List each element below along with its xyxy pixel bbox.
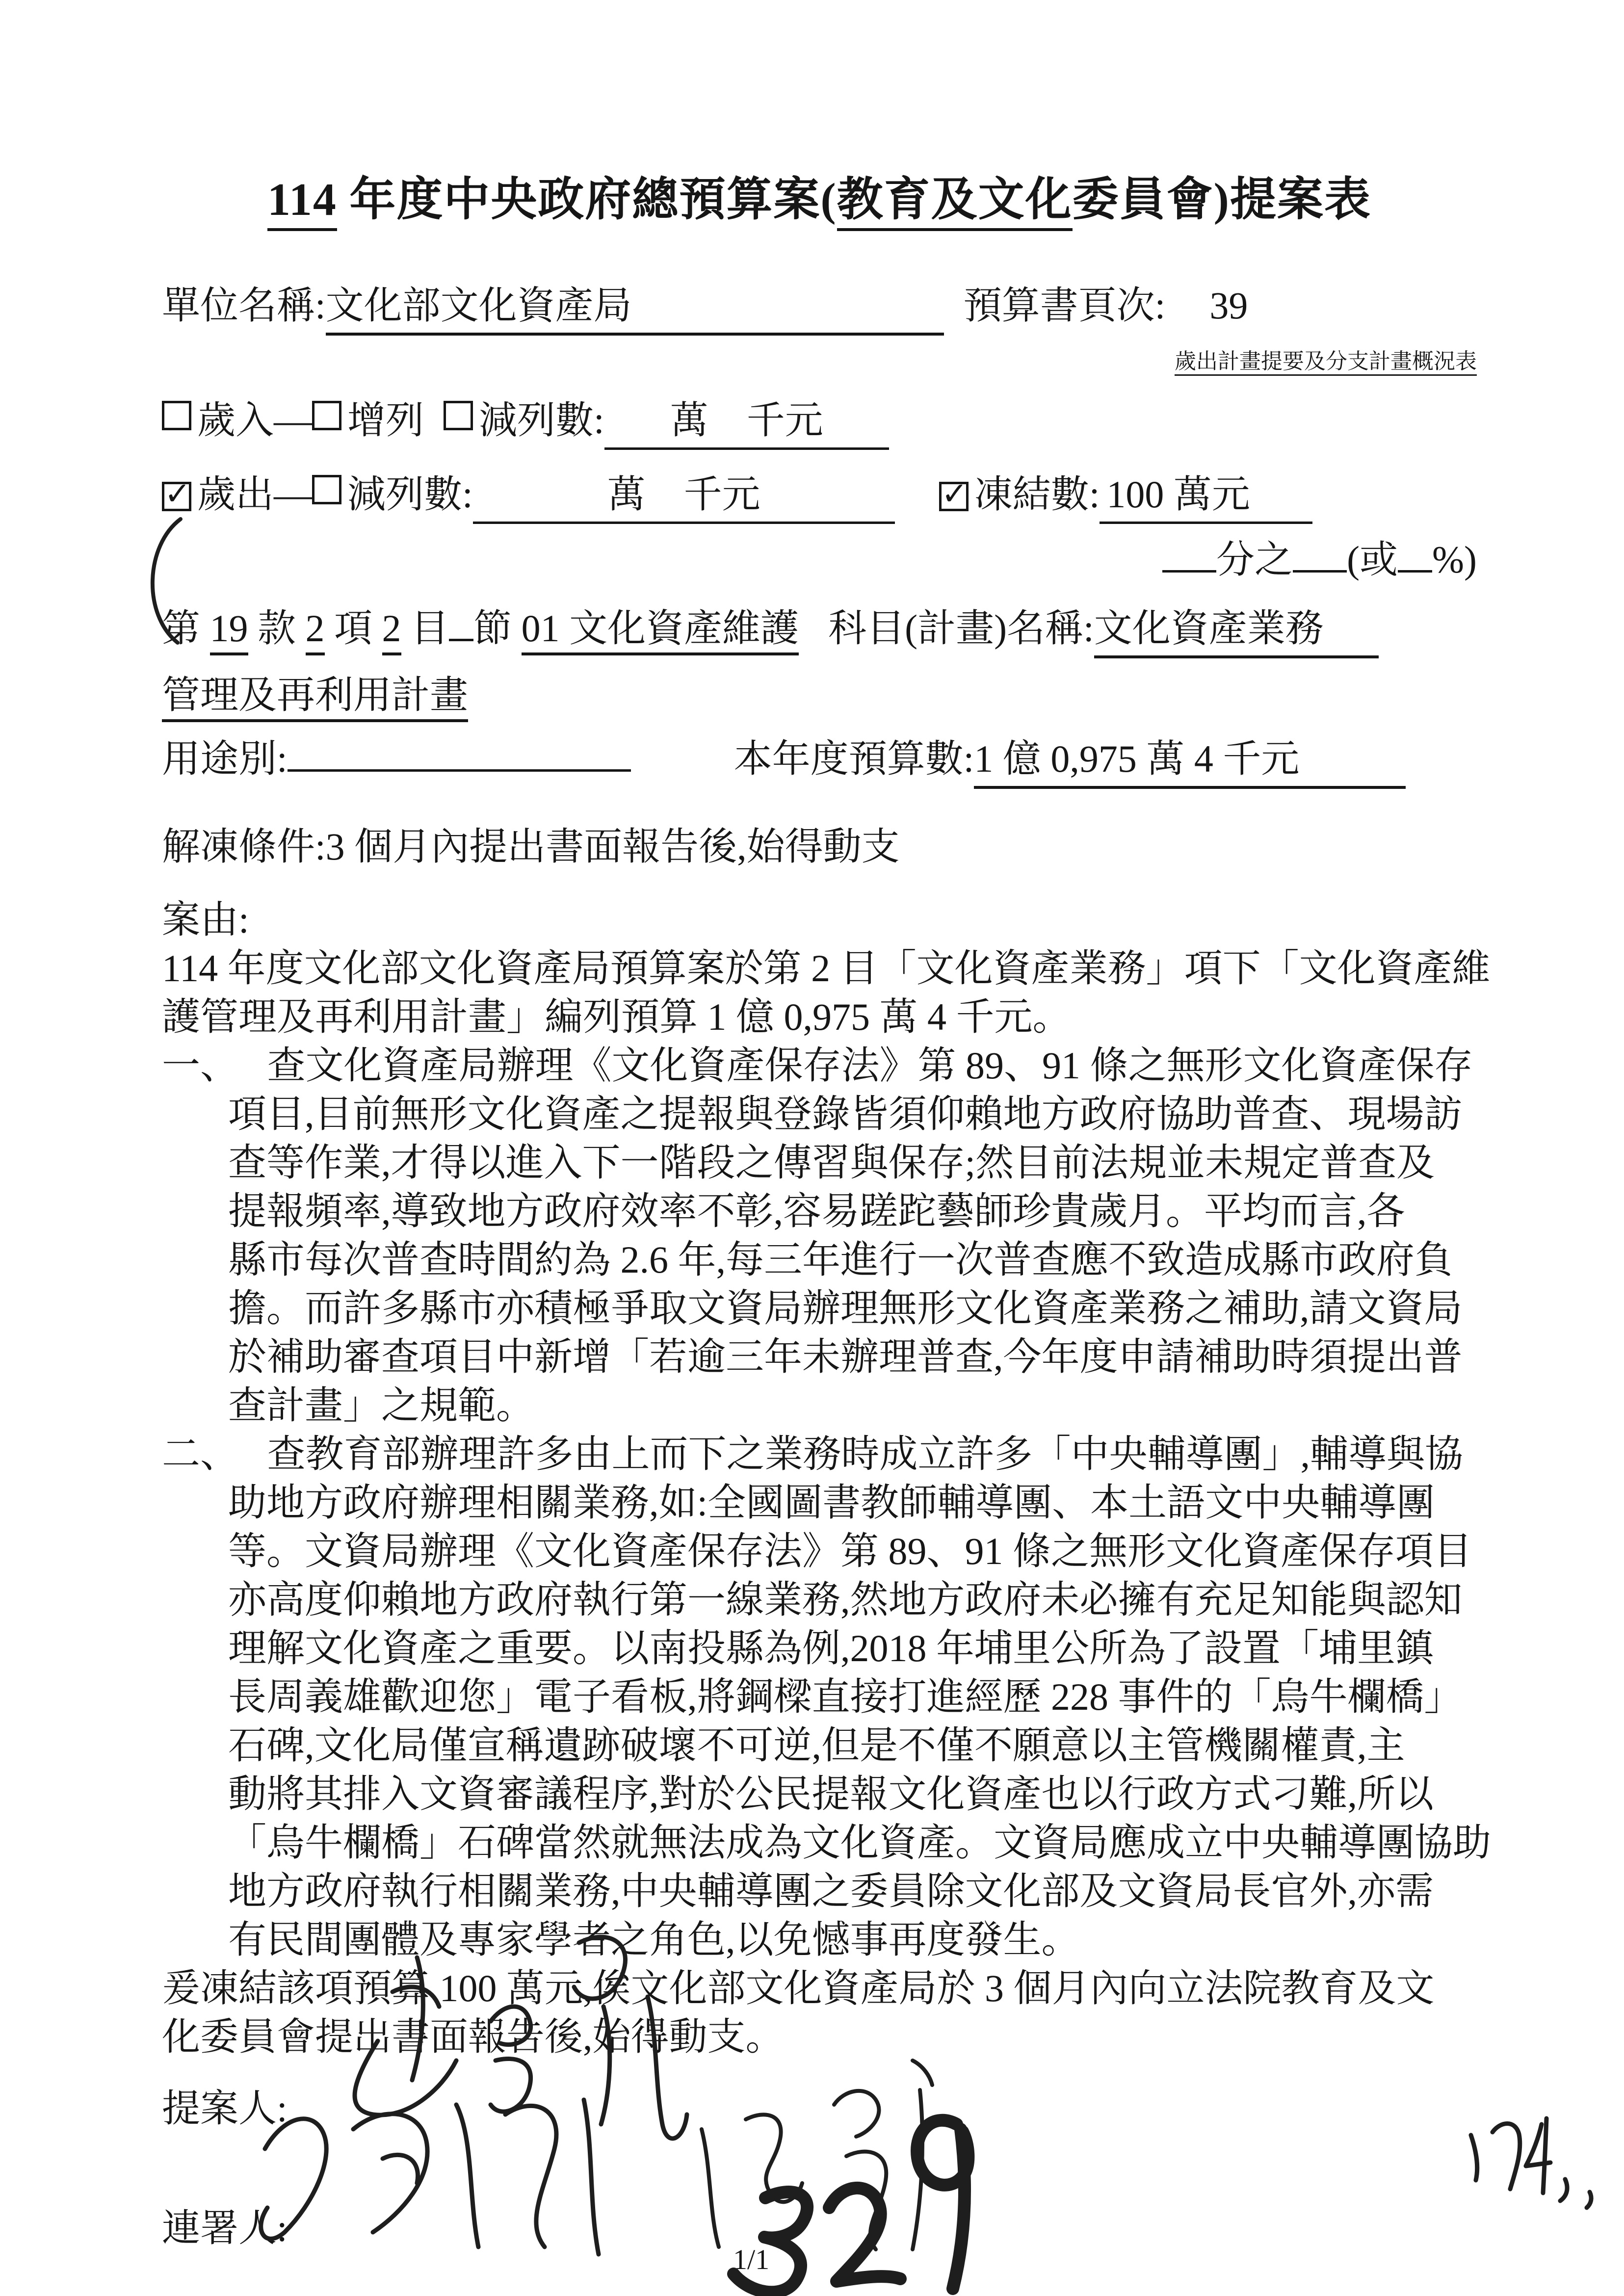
item-mu-label: 目 — [411, 607, 449, 650]
body-line: 114 年度文化部文化資產局預算案於第 2 目「文化資產業務」項下「文化資產維 — [162, 947, 1491, 990]
freeze-label: 凍結數: — [974, 473, 1100, 516]
annual-budget-label: 本年度預算數: — [733, 737, 974, 780]
body-line: 亦高度仰賴地方政府執行第一線業務,然地方政府未必擁有充足知能與認知 — [228, 1578, 1463, 1621]
unit-name-label: 單位名稱: — [162, 284, 326, 327]
body-line: 於補助審查項目中新增「若逾三年未辦理普查,今年度申請補助時須提出普 — [228, 1335, 1463, 1378]
revenue-add-checkbox — [312, 401, 341, 430]
item-hsiang-value: 2 — [306, 607, 325, 655]
body-line: 長周義雄歡迎您」電子看板,將鋼樑直接打進經歷 228 事件的「烏牛欄橋」 — [228, 1675, 1463, 1718]
revenue-amount-blank: 萬 千元 — [604, 390, 889, 450]
title-year: 114 — [267, 174, 337, 231]
revenue-row — [162, 390, 1477, 450]
revenue-cut-checkbox — [444, 401, 473, 430]
unit-name-value: 文化部文化資產局 — [326, 275, 944, 336]
expense-cut-checkbox — [312, 475, 341, 504]
body-line: 有民間團體及專家學者之角色,以免憾事再度發生。 — [228, 1918, 1080, 1961]
fraction-blank-1 — [1162, 567, 1216, 573]
body-line: 地方政府執行相關業務,中央輔導團之委員除文化部及文資局長官外,亦需 — [228, 1870, 1434, 1912]
cosigner-row — [162, 2197, 1477, 2252]
freeze-value: 100 萬元 — [1100, 464, 1312, 524]
freeze-checkbox: ✓ — [939, 482, 969, 511]
item-chieh-value: 01 文化資產維護 — [522, 607, 799, 655]
body-line: 等。文資局辦理《文化資產保存法》第 89、91 條之無形文化資產保存項目 — [228, 1530, 1472, 1572]
body-line: 石碑,文化局僅宣稱遺跡破壞不可逆,但是不僅不願意以主管機關權責,主 — [228, 1724, 1405, 1767]
body-line: 動將其排入文資審議程序,對於公民提報文化資產也以行政方式刁難,所以 — [228, 1773, 1434, 1815]
fraction-text-3: %) — [1432, 538, 1477, 581]
item-chieh-label: 節 — [473, 607, 512, 650]
revenue-dash: — — [274, 399, 313, 442]
page-number: 1/1 — [733, 2244, 770, 2275]
budget-item-row-2 — [162, 664, 1477, 719]
body-line: 化委員會提出書面報告後,始得動支。 — [162, 2015, 784, 2058]
item-chieh-value-line2: 管理及再利用計畫 — [162, 674, 468, 722]
item-blank — [449, 636, 473, 641]
fraction-text-1: 分之 — [1216, 538, 1293, 581]
subject-label: 科目(計畫)名稱: — [828, 607, 1094, 650]
body-line: 查等作業,才得以進入下一階段之傳習與保存;然目前法規並未規定普查及 — [228, 1141, 1435, 1184]
body-line: 護管理及再利用計畫」編列預算 1 億 0,975 萬 4 千元。 — [162, 995, 1071, 1038]
title-mid: 年度中央政府總預算案( — [337, 174, 837, 225]
item-kuan-value: 19 — [210, 607, 248, 655]
item-hsiang-label: 項 — [334, 607, 373, 650]
expense-dash: — — [274, 473, 313, 516]
fraction-text-2: (或 — [1347, 538, 1398, 581]
expense-amount-blank: 萬 千元 — [473, 464, 895, 524]
subnote-row — [162, 343, 1477, 375]
expense-row — [162, 464, 1477, 524]
body-line: 二、 查教育部辦理許多由上而下之業務時成立許多「中央輔導團」,輔導與協 — [162, 1433, 1464, 1475]
cosigner-label: 連署人: — [162, 2207, 288, 2249]
body-line: 一、 查文化資產局辦理《文化資產保存法》第 89、91 條之無形文化資產保存 — [162, 1044, 1473, 1087]
fraction-blank-2 — [1293, 567, 1347, 573]
budget-page-value: 39 — [1209, 284, 1248, 327]
proposer-row — [162, 2078, 1477, 2133]
body-line: 助地方政府辦理相關業務,如:全國圖書教師輔導團、本土語文中央輔導團 — [228, 1481, 1435, 1524]
title-committee: 教育及文化 — [837, 174, 1073, 231]
body-line: 擔。而許多縣市亦積極爭取文資局辦理無形文化資產業務之補助,請文資局 — [228, 1287, 1463, 1330]
budget-page-label: 預算書頁次: — [963, 284, 1166, 327]
usage-label: 用途別: — [162, 737, 288, 780]
revenue-cut-label: 減列數: — [479, 399, 604, 442]
unfreeze-condition-row: 解凍條件:3 個月內提出書面報告後,始得動支 — [162, 825, 900, 868]
revenue-add-label: 增列 — [347, 399, 424, 442]
unit-name-row — [162, 275, 1477, 336]
annual-budget-value: 1 億 0,975 萬 4 千元 — [974, 728, 1406, 789]
case-body — [162, 895, 1492, 2061]
body-line: 縣市每次普查時間約為 2.6 年,每三年進行一次普查應不致造成縣市政府負 — [228, 1238, 1453, 1281]
form-title — [162, 162, 1477, 228]
body-line: 「烏牛欄橋」石碑當然就無法成為文化資產。文資局應成立中央輔導團協助 — [228, 1821, 1492, 1864]
body-line: 理解文化資產之重要。以南投縣為例,2018 年埔里公所為了設置「埔里鎮 — [228, 1627, 1434, 1670]
body-line: 項目,目前無形文化資產之提報與登錄皆須仰賴地方政府協助普查、現場訪 — [228, 1093, 1463, 1135]
expense-cut-label: 減列數: — [347, 473, 473, 516]
usage-row — [162, 728, 1477, 789]
item-kuan-label: 款 — [258, 607, 296, 650]
fraction-blank-3 — [1398, 567, 1432, 573]
expense-label: 歲出 — [197, 473, 274, 516]
body-line: 案由: — [162, 898, 249, 941]
usage-blank — [288, 766, 631, 772]
body-line: 提報頻率,導致地方政府效率不彰,容易蹉跎藝師珍貴歲月。平均而言,各 — [228, 1190, 1405, 1232]
subject-value: 文化資產業務 — [1094, 598, 1379, 658]
body-line: 查計畫」之規範。 — [228, 1384, 535, 1427]
item-prefix: 第 — [162, 607, 201, 650]
budget-item-row — [162, 598, 1477, 658]
item-mu-value: 2 — [382, 607, 401, 655]
proposer-label: 提案人: — [162, 2087, 288, 2130]
body-line: 爰凍結該項預算 100 萬元,俟文化部文化資產局於 3 個月內向立法院教育及文 — [162, 1967, 1435, 2009]
fraction-row — [162, 529, 1477, 584]
subnote-text: 歲出計畫提要及分支計畫概況表 — [1175, 349, 1477, 376]
revenue-checkbox — [162, 401, 191, 430]
title-tail: 委員會)提案表 — [1072, 174, 1371, 225]
revenue-label: 歲入 — [197, 399, 274, 442]
expense-checkbox: ✓ — [162, 482, 191, 511]
